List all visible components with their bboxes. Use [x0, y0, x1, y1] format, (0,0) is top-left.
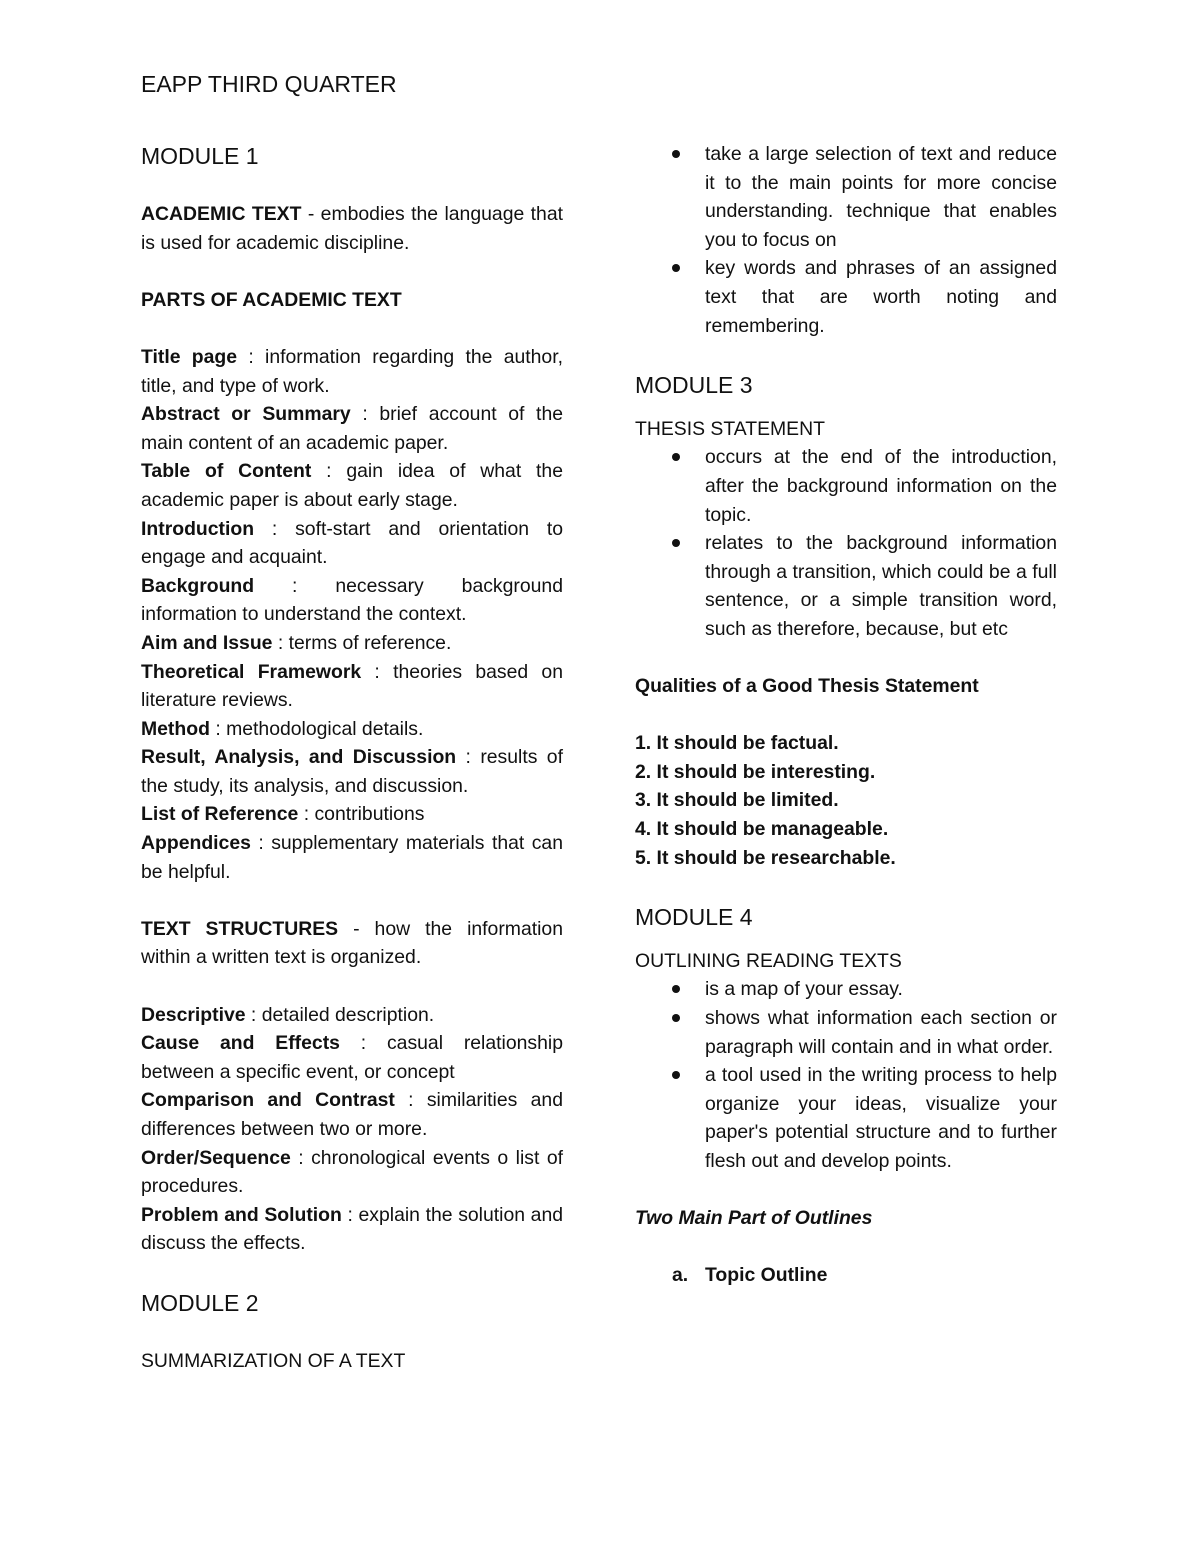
definition: : results of the study, its analysis, and discussion. — [141, 746, 563, 797]
qualities-heading: Qualities of a Good Thesis Statement — [635, 675, 979, 698]
term: ACADEMIC TEXT — [141, 203, 302, 225]
definition: : necessary background information to understand the context. — [141, 574, 563, 626]
definition: : brief account of the main content of an academic paper. — [141, 403, 564, 454]
module-4-heading: MODULE 4 — [635, 903, 753, 930]
bullet-text: a tool used in the writing process to help organize your ideas, visualize your paper's potential structure and to further flesh out and develop points. — [705, 1064, 1057, 1172]
term: Result, Analysis, and Discussion — [141, 746, 457, 769]
term: Order/Sequence — [141, 1146, 291, 1169]
definition: - embodies the language that is used for academic discipline. — [141, 203, 563, 254]
structure-item — [141, 1001, 563, 1030]
term: Introduction — [141, 517, 255, 540]
quality-item: 2. It should be interesting. — [635, 760, 876, 783]
topic-outline-label: Topic Outline — [705, 1264, 828, 1287]
term: Theoretical Framework — [141, 660, 362, 683]
part-item — [141, 400, 563, 457]
topic-outline-item — [635, 1261, 1057, 1290]
definition: : detailed description. — [245, 1003, 435, 1026]
bullet-text: take a large selection of text and reduce it to the main points for more concise understanding. technique that enables you to focus on — [705, 143, 1057, 251]
term: Comparison and Contrast — [141, 1089, 395, 1112]
definition: : casual relationship between a specific event, or concept — [141, 1032, 563, 1083]
structure-item — [141, 1144, 563, 1201]
list-item — [635, 140, 1057, 254]
outlining-bullet-list — [635, 975, 1057, 1175]
part-item — [141, 343, 563, 400]
parts-heading: PARTS OF ACADEMIC TEXT — [141, 288, 402, 311]
list-item — [635, 529, 1057, 643]
structures-list — [141, 1001, 563, 1258]
part-item — [141, 629, 563, 658]
part-item — [141, 743, 563, 800]
module-1-heading: MODULE 1 — [141, 143, 259, 169]
part-item — [141, 515, 563, 572]
part-item — [141, 800, 563, 829]
bullet-icon — [672, 150, 680, 158]
part-item — [141, 829, 563, 886]
part-item — [141, 457, 563, 514]
bullet-icon — [672, 539, 680, 547]
definition: : contributions — [298, 803, 425, 826]
definition: : gain idea of what the academic paper is about early stage. — [141, 460, 563, 511]
definition: : similarities and differences between two or more. — [141, 1089, 563, 1140]
term: Descriptive — [141, 1003, 246, 1026]
term: Cause and Effects — [141, 1032, 340, 1055]
definition: : chronological events o list of procedures. — [141, 1146, 563, 1198]
qualities-list — [635, 729, 1057, 872]
term: Aim and Issue — [141, 631, 273, 654]
list-item — [635, 1004, 1057, 1061]
term: Problem and Solution — [141, 1203, 342, 1226]
term: List of Reference — [141, 803, 299, 826]
quality-item: 1. It should be factual. — [635, 732, 839, 755]
list-item — [635, 975, 1057, 1004]
definition: - how the information within a written text is organized. — [141, 917, 563, 969]
bullet-icon — [672, 1014, 680, 1022]
term: Abstract or Summary — [141, 403, 351, 426]
bullet-icon — [672, 264, 680, 272]
list-marker: a. — [672, 1264, 689, 1287]
structure-item — [141, 1086, 563, 1143]
left-column — [141, 140, 563, 1376]
term: TEXT STRUCTURES — [141, 917, 339, 940]
thesis-bullet-list — [635, 443, 1057, 643]
parts-list — [141, 343, 563, 886]
two-main-parts-heading: Two Main Part of Outlines — [635, 1207, 873, 1230]
definition: : terms of reference. — [272, 631, 452, 654]
part-item — [141, 715, 563, 744]
part-item — [141, 572, 563, 629]
academic-text-definition — [141, 200, 563, 257]
quality-item: 5. It should be researchable. — [635, 846, 896, 869]
structure-item — [141, 1029, 563, 1086]
term: Title page — [141, 345, 238, 368]
structure-item — [141, 1201, 563, 1258]
text-structures-definition — [141, 915, 563, 972]
bullet-text: key words and phrases of an assigned text that are worth noting and remembering. — [705, 257, 1057, 337]
list-item — [635, 443, 1057, 529]
definition: : theories based on literature reviews. — [141, 660, 563, 712]
term: Background — [141, 574, 255, 597]
quality-item: 4. It should be manageable. — [635, 818, 889, 841]
term: Method — [141, 717, 210, 740]
quality-item: 3. It should be limited. — [635, 789, 839, 812]
outlining-heading: OUTLINING READING TEXTS — [635, 949, 902, 972]
bullet-text: is a map of your essay. — [705, 978, 903, 1001]
list-item — [635, 1061, 1057, 1175]
definition: : methodological details. — [209, 717, 424, 740]
definition: : supplementary materials that can be helpful. — [141, 832, 563, 883]
bullet-icon — [672, 453, 680, 461]
list-item — [635, 254, 1057, 340]
bullet-text: shows what information each section or paragraph will contain and in what order. — [705, 1007, 1057, 1058]
definition: : soft-start and orientation to engage and acquaint. — [141, 517, 563, 569]
bullet-icon — [672, 985, 680, 993]
definition: : information regarding the author, title, and type of work. — [141, 345, 563, 397]
module-2-heading: MODULE 2 — [141, 1289, 259, 1316]
module-3-heading: MODULE 3 — [635, 371, 753, 398]
definition: : explain the solution and discuss the effects. — [141, 1203, 564, 1255]
summary-bullet-list — [635, 140, 1057, 340]
term: Appendices — [141, 832, 251, 855]
bullet-text: relates to the background information through a transition, which could be a full sentence, or a simple transition word, such as therefore, because, but etc — [705, 532, 1057, 640]
bullet-icon — [672, 1071, 680, 1079]
thesis-heading: THESIS STATEMENT — [635, 417, 825, 440]
page-title: EAPP THIRD QUARTER — [141, 71, 397, 97]
term: Table of Content — [141, 460, 312, 483]
bullet-text: occurs at the end of the introduction, after the background information on the topic. — [705, 446, 1057, 526]
summarization-heading: SUMMARIZATION OF A TEXT — [141, 1350, 406, 1373]
part-item — [141, 658, 563, 715]
right-column — [635, 140, 1057, 1290]
